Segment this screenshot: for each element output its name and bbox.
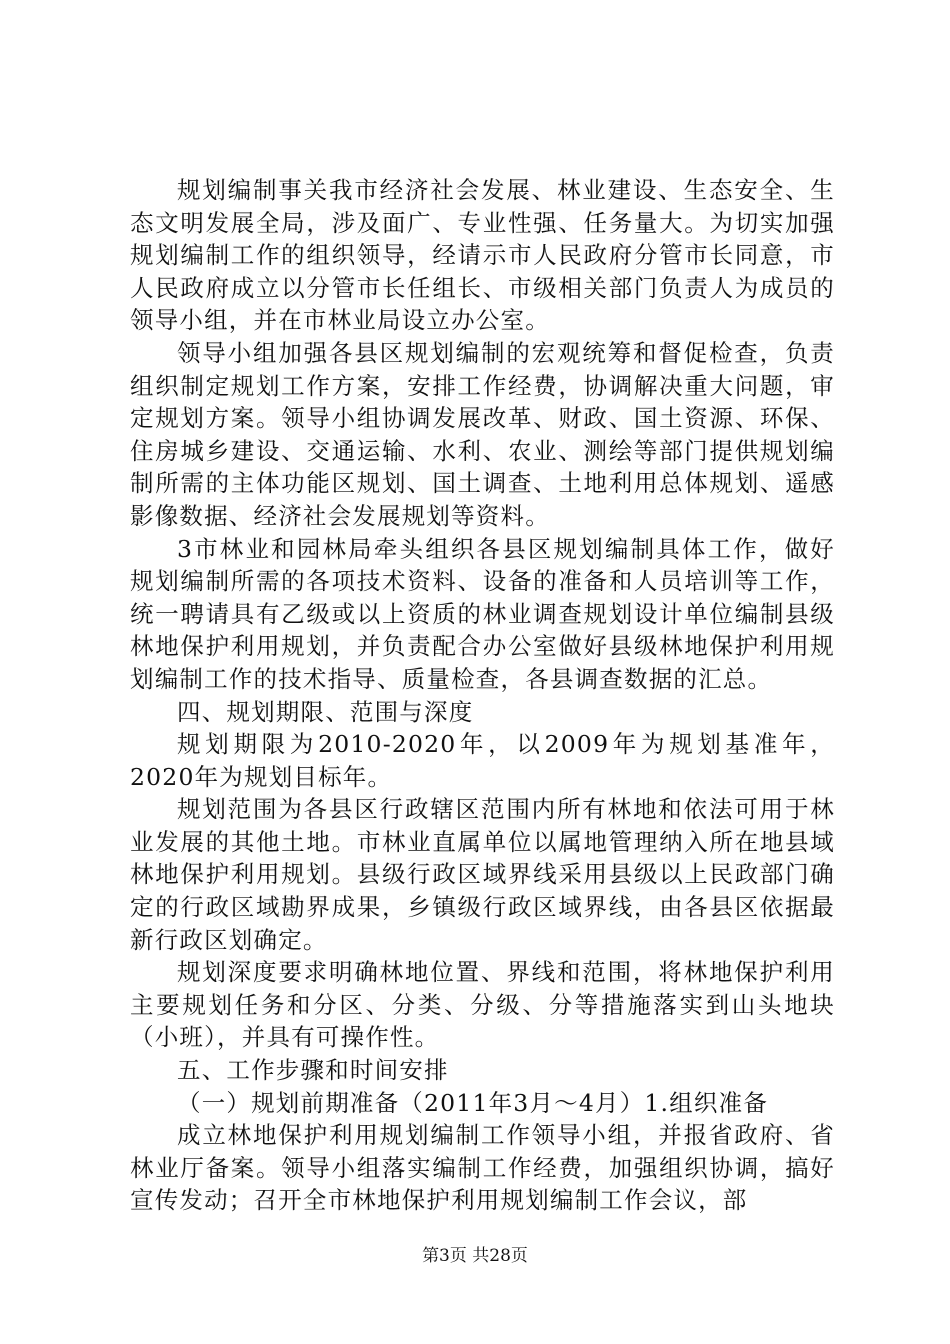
paragraph-preparation-details: 成立林地保护利用规划编制工作领导小组，并报省政府、省林业厅备案。领导小组落实编制工作经费，加强组织协调，搞好宣传发动；召开全市林地保护利用规划编制工作会议，部 xyxy=(130,1121,835,1215)
paragraph-group-duties: 领导小组加强各县区规划编制的宏观统筹和督促检查，负责组织制定规划工作方案，安排工作经费，协调解决重大问题，审定规划方案。领导小组协调发展改革、财政、国土资源、环保、住房城乡建设、交通运输、水利、农业、测绘等部门提供规划编制所需的主体功能区规划、国土调查、土地利用总体规划、遥感影像数据、经济社会发展规划等资料。 xyxy=(130,338,835,530)
page-footer: 第3页 共28页 xyxy=(422,1246,528,1266)
paragraph-planning-period: 规划期限为2010-2020年，以2009年为规划基准年，2020年为规划目标年。 xyxy=(130,730,835,791)
section-heading-steps-schedule: 五、工作步骤和时间安排 xyxy=(177,1056,449,1085)
paragraph-forestry-bureau-duties: 3市林业和园林局牵头组织各县区规划编制具体工作，做好规划编制所需的各项技术资料、设备的准备和人员培训等工作，统一聘请具有乙级或以上资质的林业调查规划设计单位编制县级林地保护利用规划，并负责配合办公室做好县级林地保护利用规划编制工作的技术指导、质量检查，各县调查数据的汇总。 xyxy=(130,534,835,693)
paragraph-leadership-group: 规划编制事关我市经济社会发展、林业建设、生态安全、生态文明发展全局，涉及面广、专业性强、任务量大。为切实加强规划编制工作的组织领导，经请示市人民政府分管市长同意，市人民政府成立以分管市长任组长、市级相关部门负责人为成员的领导小组，并在市林业局设立办公室。 xyxy=(130,176,835,335)
paragraph-planning-depth: 规划深度要求明确林地位置、界线和范围，将林地保护利用主要规划任务和分区、分类、分级、分等措施落实到山头地块（小班），并具有可操作性。 xyxy=(130,958,835,1052)
paragraph-planning-scope: 规划范围为各县区行政辖区范围内所有林地和依法可用于林业发展的其他土地。市林业直属单位以属地管理纳入所在地县域林地保护利用规划。县级行政区域界线采用县级以上民政部门确定的行政区域勘界成果，乡镇级行政区域界线，由各县区依据最新行政区划确定。 xyxy=(130,795,835,954)
document-body xyxy=(130,174,835,1217)
section-heading-period-scope-depth: 四、规划期限、范围与深度 xyxy=(177,697,474,726)
subheading-preparation: （一）规划前期准备（2011年3月～4月）1.组织准备 xyxy=(177,1088,769,1117)
